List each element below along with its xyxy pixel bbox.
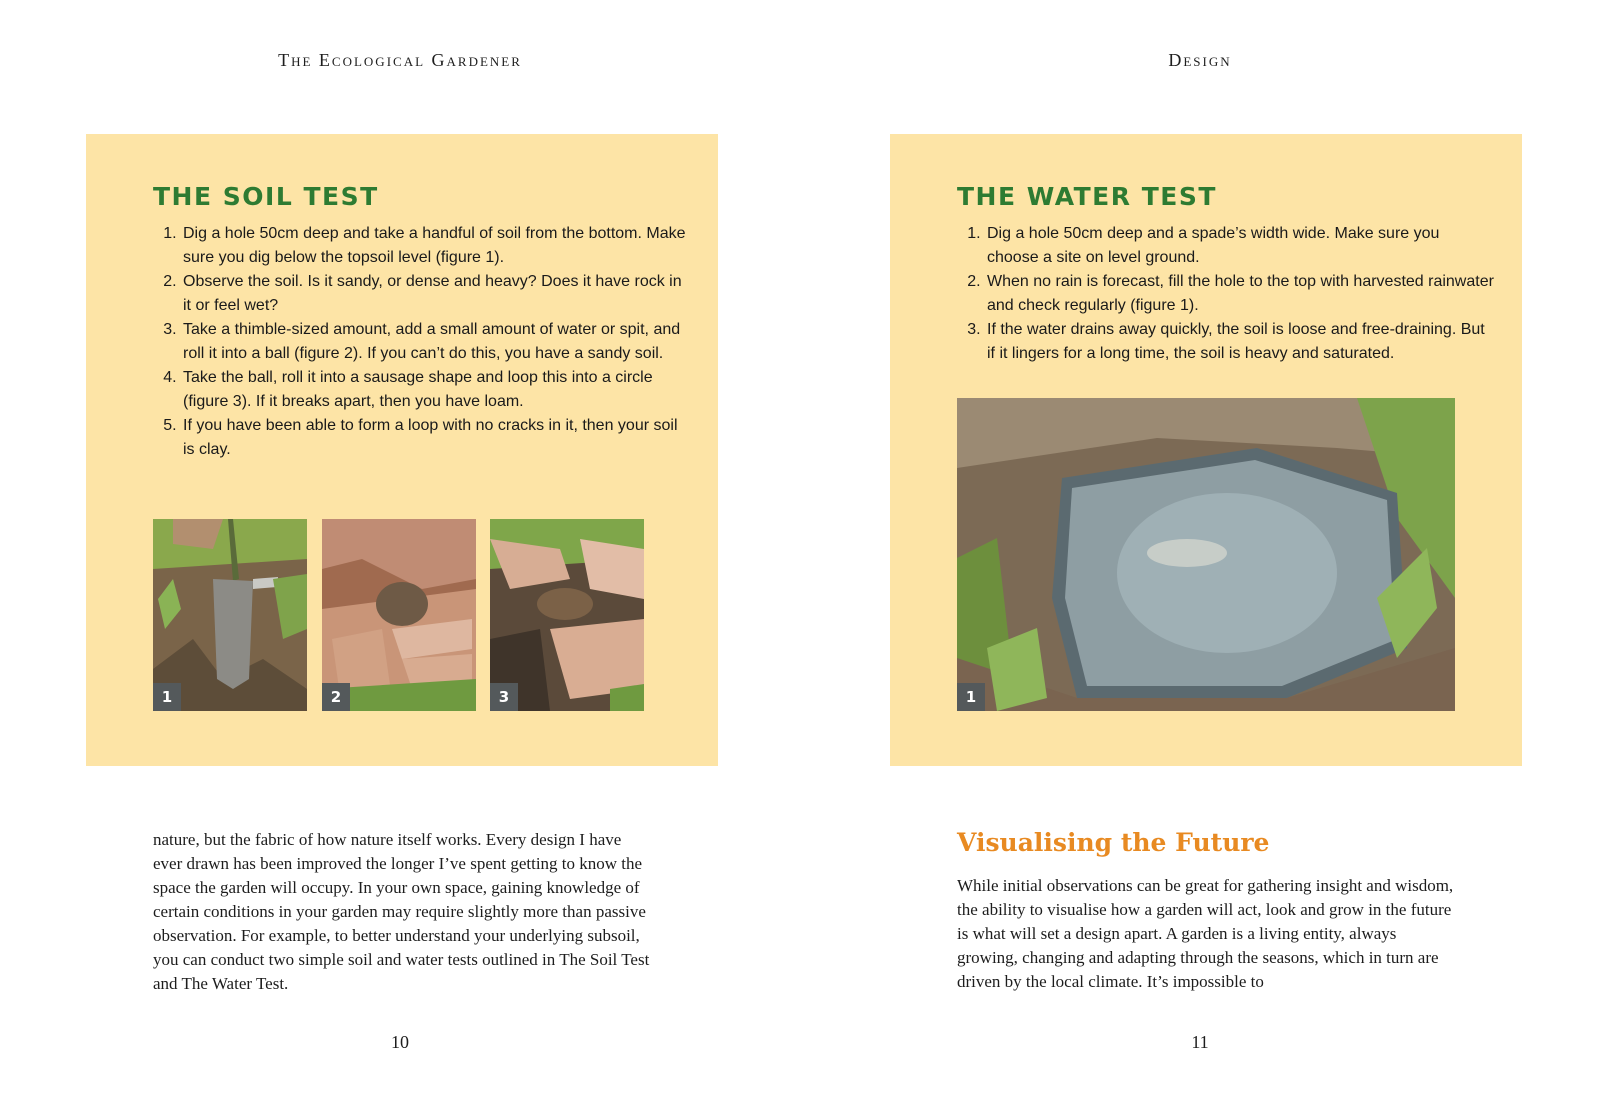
- photo-spade-in-ground: [153, 519, 307, 711]
- section-heading: Visualising the Future: [957, 828, 1270, 857]
- running-head: Design: [1168, 50, 1232, 70]
- box-title: THE SOIL TEST: [153, 182, 379, 211]
- running-head: The Ecological Gardener: [278, 50, 522, 70]
- step-item: 3. If the water drains away quickly, the soil is loose and free-draining. But if it lingers for a long time, the soil is heavy and saturated.: [985, 318, 1495, 366]
- page-number: 11: [1191, 1032, 1209, 1052]
- step-item: 2. When no rain is forecast, fill the hole to the top with harvested rainwater and check regularly (figure 1).: [985, 270, 1495, 318]
- step-item: 2. Observe the soil. Is it sandy, or dense and heavy? Does it have rock in it or feel wet?: [181, 270, 691, 318]
- right-page: [800, 0, 1600, 1109]
- figure-number-badge: 3: [490, 683, 518, 711]
- step-item: 1. Dig a hole 50cm deep and a spade’s width wide. Make sure you choose a site on level ground.: [985, 222, 1495, 270]
- soil-test-box: [86, 134, 718, 766]
- photo-soil-loop: [490, 519, 644, 711]
- step-item: 1. Dig a hole 50cm deep and take a handful of soil from the bottom. Make sure you dig below the topsoil level (figure 1).: [181, 222, 691, 270]
- box-title: THE WATER TEST: [957, 182, 1217, 211]
- soil-test-steps: [153, 222, 691, 462]
- photo-soil-ball: [322, 519, 476, 711]
- water-test-box: [890, 134, 1522, 766]
- figure-number-badge: 1: [957, 683, 985, 711]
- page-number: 10: [391, 1032, 409, 1052]
- step-item: 5. If you have been able to form a loop with no cracks in it, then your soil is clay.: [181, 414, 691, 462]
- photo-water-hole-illustration: [957, 398, 1455, 711]
- step-item: 3. Take a thimble-sized amount, add a small amount of water or spit, and roll it into a ball (figure 2). If you can’t do this, you have a sandy soil.: [181, 318, 691, 366]
- photo-water-hole: [957, 398, 1455, 711]
- water-test-steps: [957, 222, 1495, 366]
- step-item: 4. Take the ball, roll it into a sausage shape and loop this into a circle (figure 3). If it breaks apart, then you have loam.: [181, 366, 691, 414]
- figure-number-badge: 1: [153, 683, 181, 711]
- body-paragraph: nature, but the fabric of how nature itself works. Every design I have ever drawn has been improved the longer I’ve spent getting to know the space the garden will occupy. In your own space, gaining knowledge of certain conditions in your garden may require slightly more than passive observation. For example, to better understand your underlying subsoil, you can conduct two simple soil and water tests outlined in The Soil Test and The Water Test.: [153, 830, 650, 993]
- figure-number-badge: 2: [322, 683, 350, 711]
- body-paragraph: While initial observations can be great for gathering insight and wisdom, the ability to visualise how a garden will act, look and grow in the future is what will set a design apart. A garden is a living entity, always growing, changing and adapting through the seasons, which in turn are driven by the local climate. It’s impossible to: [957, 876, 1454, 991]
